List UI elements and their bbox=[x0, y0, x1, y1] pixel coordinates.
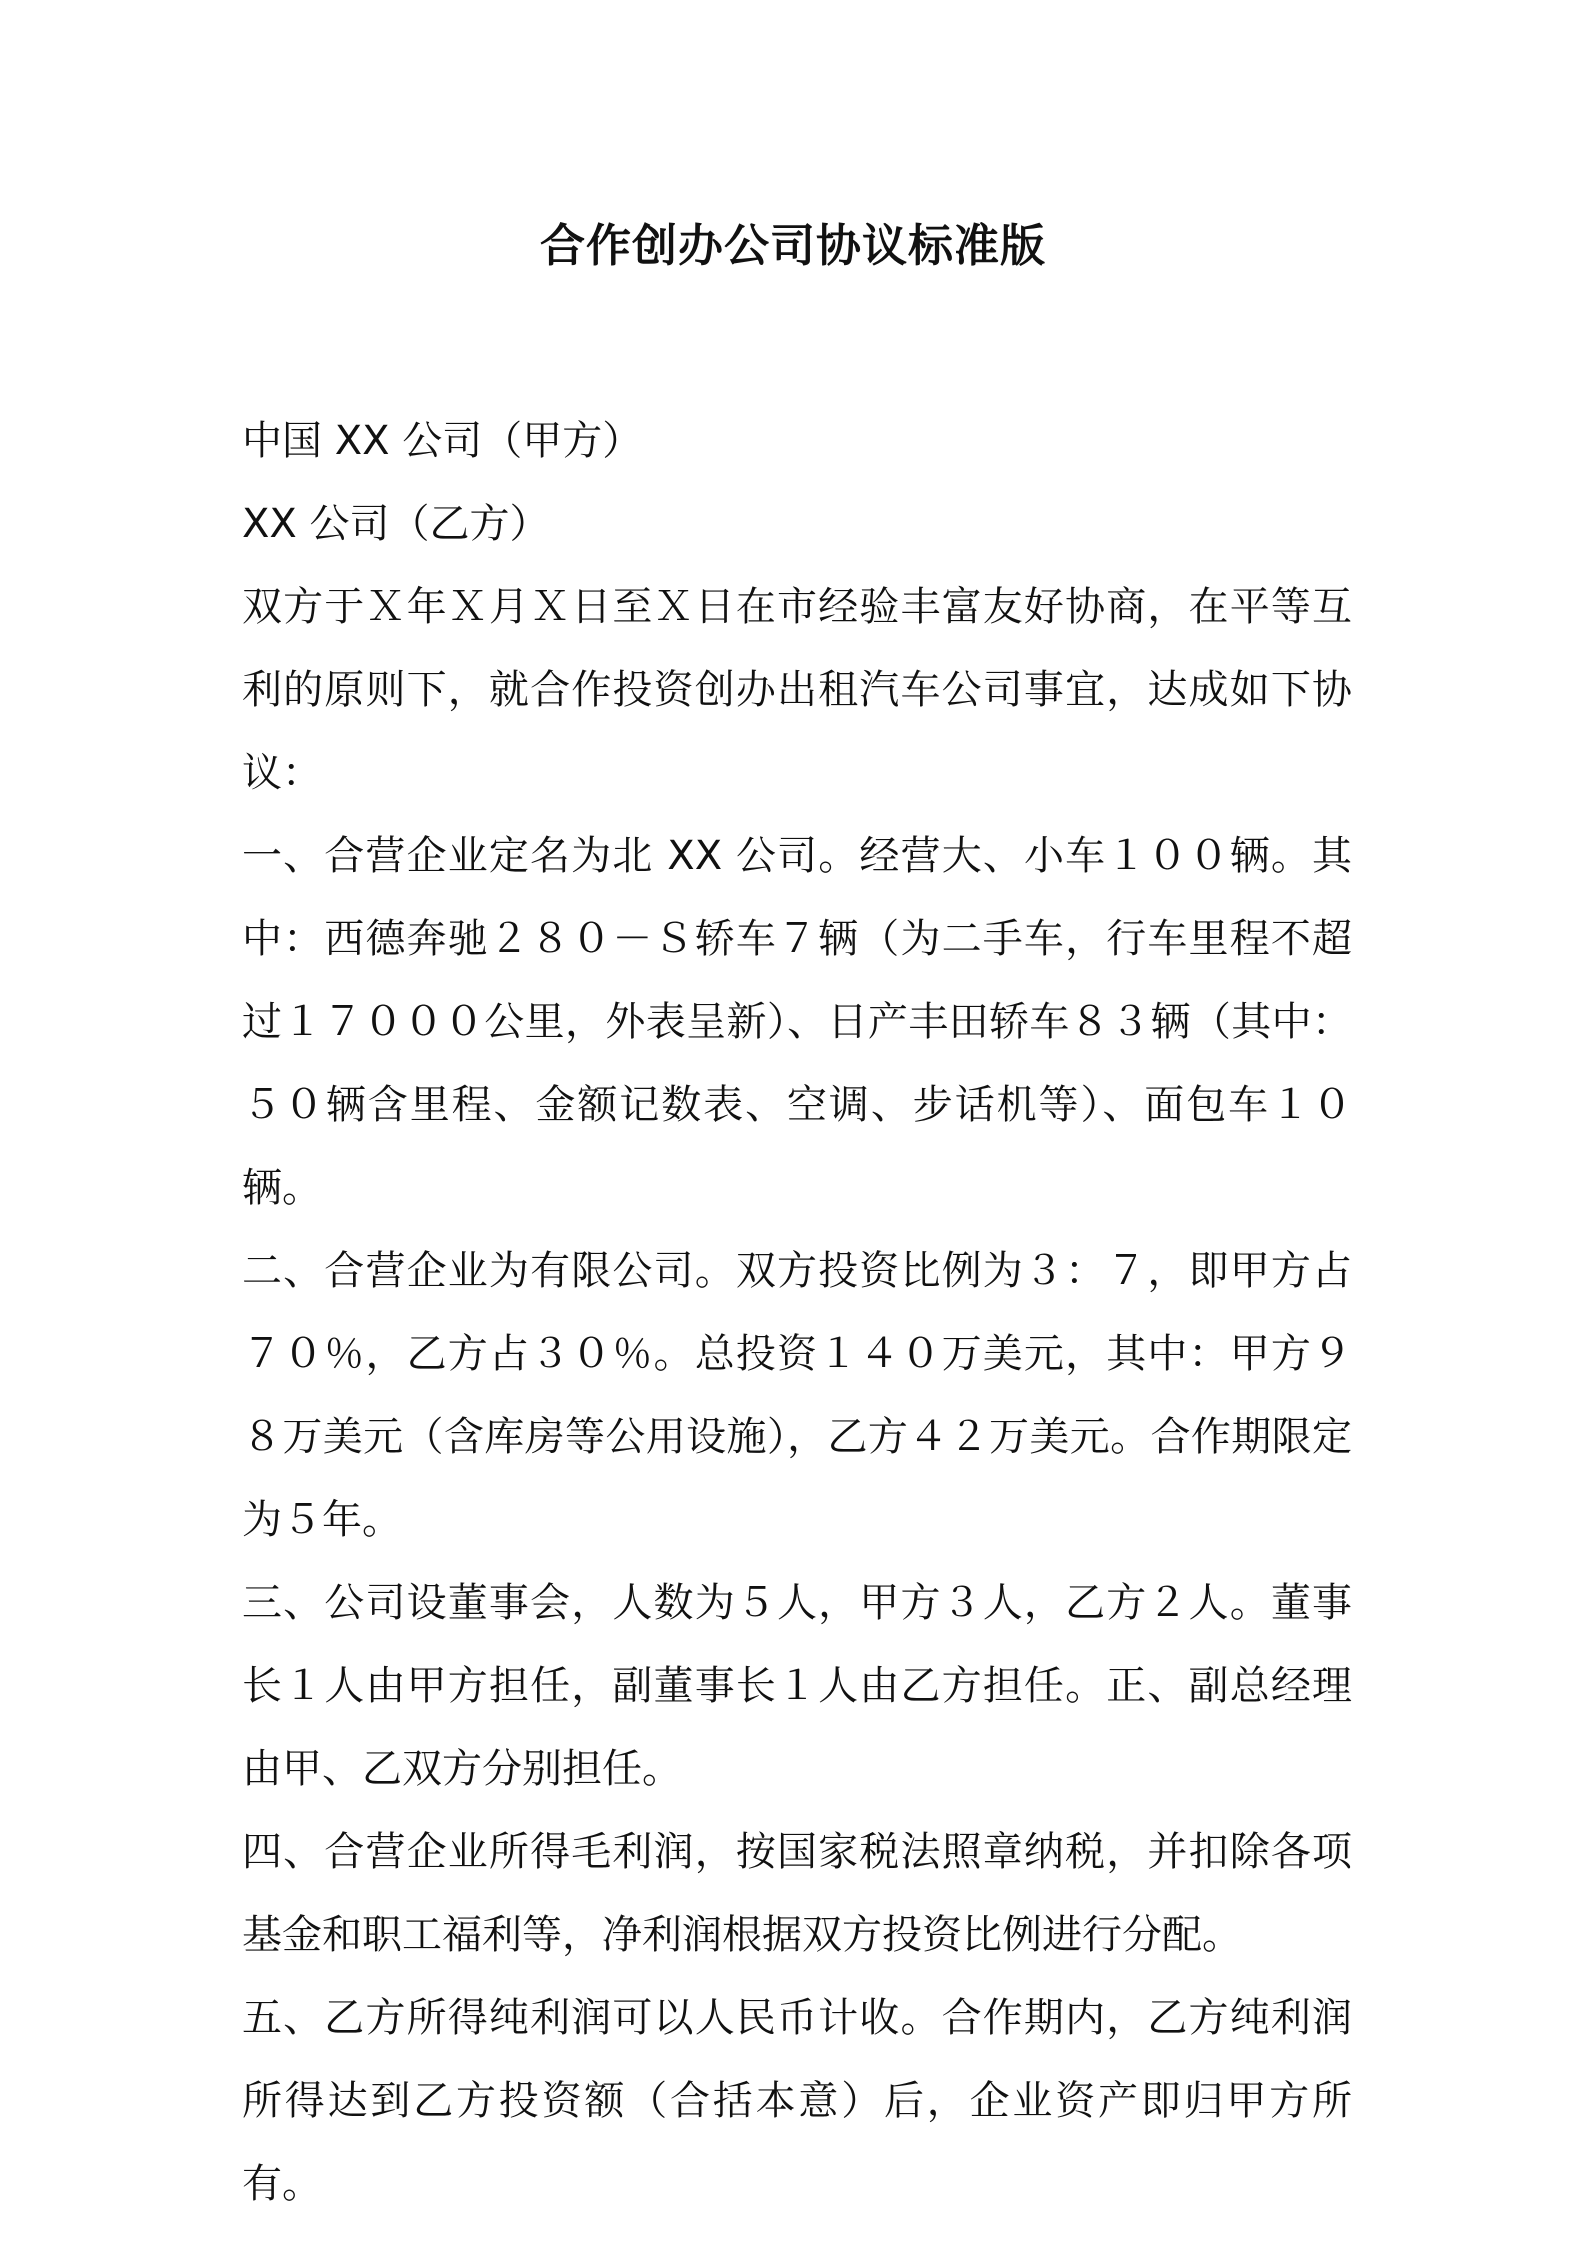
clause-3: 三、公司设董事会，人数为５人，甲方３人，乙方２人。董事长１人由甲方担任，副董事长１人由乙方担任。正、副总经理由甲、乙双方分别担任。 bbox=[242, 1580, 1352, 1792]
document-body bbox=[242, 400, 1352, 2226]
clause-2: 二、合营企业为有限公司。双方投资比例为３：７，即甲方占７０％，乙方占３０％。总投资１４０万美元，其中：甲方９８万美元（含库房等公用设施），乙方４２万美元。合作期限定为５年。 bbox=[242, 1248, 1352, 1543]
party-a-line: 中国 XX 公司（甲方） bbox=[242, 418, 643, 464]
party-b-line: XX 公司（乙方） bbox=[242, 501, 550, 547]
clause-5: 五、乙方所得纯利润可以人民币计收。合作期内，乙方纯利润所得达到乙方投资额（合括本意）后，企业资产即归甲方所有。 bbox=[242, 1995, 1352, 2207]
preamble-paragraph: 双方于Ｘ年Ｘ月Ｘ日至Ｘ日在市经验丰富友好协商，在平等互利的原则下，就合作投资创办出租汽车公司事宜，达成如下协议： bbox=[242, 584, 1352, 796]
document-title: 合作创办公司协议标准版 bbox=[539, 219, 1046, 272]
clause-1: 一、合营企业定名为北 XX 公司。经营大、小车１００辆。其中：西德奔驰２８０－Ｓ轿车７辆（为二手车，行车里程不超过１７０００公里，外表呈新）、日产丰田轿车８３辆（其中：５０辆含里程、金额记数表、空调、步话机等）、面包车１０辆。 bbox=[242, 833, 1352, 1211]
clause-4: 四、合营企业所得毛利润，按国家税法照章纳税，并扣除各项基金和职工福利等，净利润根据双方投资比例进行分配。 bbox=[242, 1829, 1352, 1958]
